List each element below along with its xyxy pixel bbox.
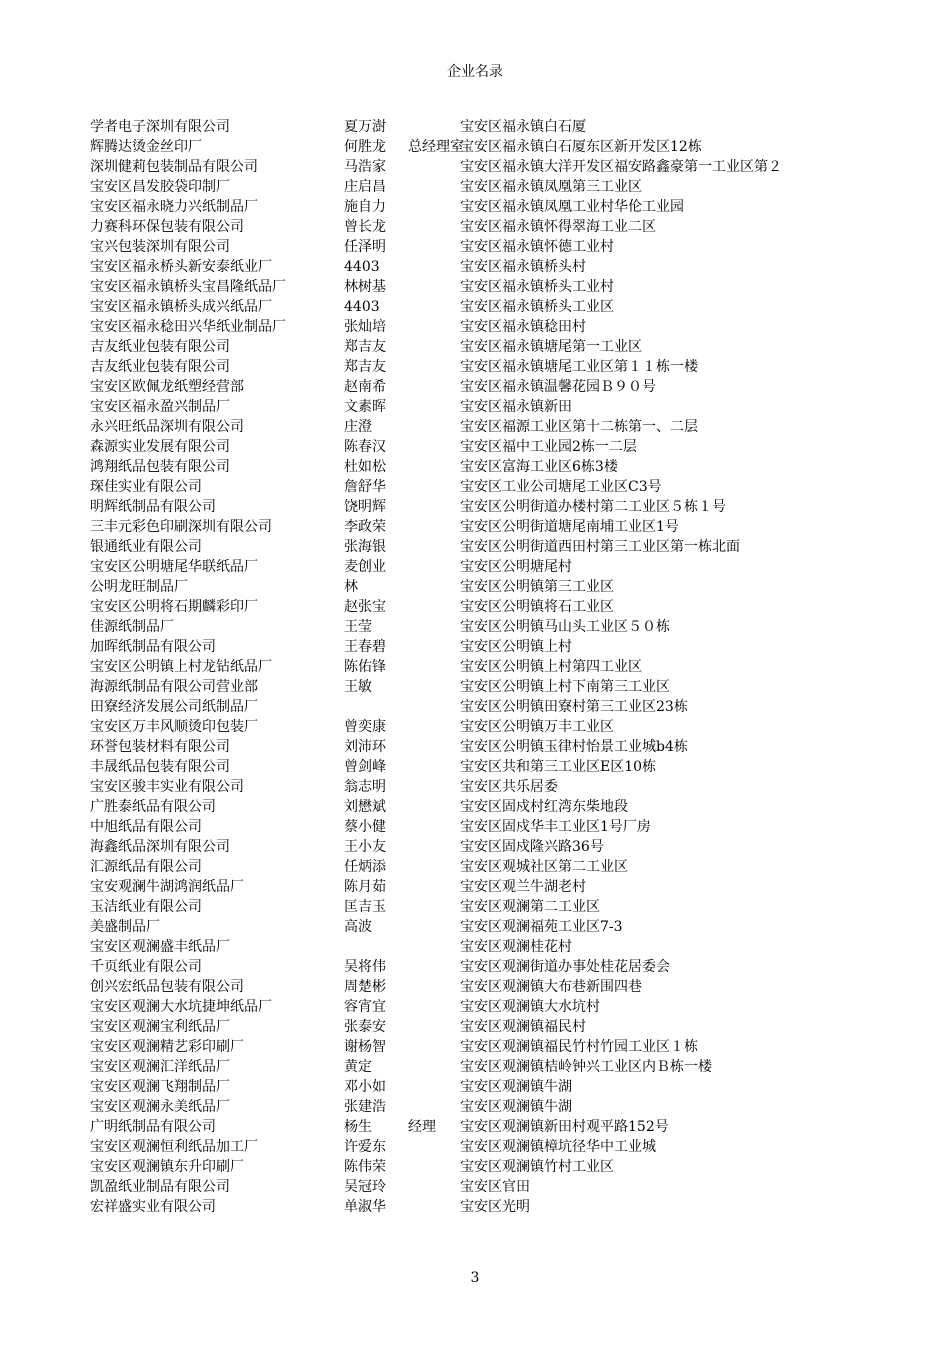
company-address: 宝安区光明 — [460, 1199, 530, 1215]
company-name: 宝安区公明将石期麟彩印厂 — [90, 599, 258, 615]
list-item — [90, 117, 940, 137]
company-name: 环誉包装材料有限公司 — [90, 739, 230, 755]
company-address: 宝安区工业公司塘尾工业区C3号 — [460, 479, 662, 495]
company-name: 千页纸业有限公司 — [90, 959, 202, 975]
list-item — [90, 1057, 940, 1077]
company-name: 玉洁纸业有限公司 — [90, 899, 202, 915]
list-item — [90, 1097, 940, 1117]
list-item — [90, 657, 940, 677]
company-address: 宝安区观澜镇竹村工业区 — [460, 1159, 614, 1175]
contact-person: 詹舒华 — [344, 479, 386, 495]
list-item — [90, 137, 940, 157]
list-item — [90, 797, 940, 817]
contact-person: 王敏 — [344, 679, 372, 695]
contact-person: 吴将伟 — [344, 959, 386, 975]
list-item — [90, 1017, 940, 1037]
company-name: 三丰元彩色印刷深圳有限公司 — [90, 519, 272, 535]
contact-person: 王小友 — [344, 839, 386, 855]
contact-person: 周楚彬 — [344, 979, 386, 995]
contact-person: 谢杨智 — [344, 1039, 386, 1055]
list-item — [90, 1077, 940, 1097]
list-item — [90, 237, 940, 257]
company-address: 宝安区公明街道西田村第三工业区第一栋北面 — [460, 539, 740, 555]
contact-person: 张海银 — [344, 539, 386, 555]
contact-person: 赵张宝 — [344, 599, 386, 615]
company-name: 永兴旺纸品深圳有限公司 — [90, 419, 244, 435]
contact-person: 陈佑锋 — [344, 659, 386, 675]
list-item — [90, 577, 940, 597]
list-item — [90, 317, 940, 337]
company-name: 森源实业发展有限公司 — [90, 439, 230, 455]
company-address: 宝安区观城社区第二工业区 — [460, 859, 628, 875]
list-item — [90, 717, 940, 737]
company-address: 宝安区公明镇上村 — [460, 639, 572, 655]
contact-person: 马浩家 — [344, 159, 386, 175]
company-address: 宝安区观澜镇大布巷新围四巷 — [460, 979, 642, 995]
contact-person: 吴冠玲 — [344, 1179, 386, 1195]
company-address: 宝安区福永镇大洋开发区福安路鑫豪第一工业区第２ — [460, 159, 782, 175]
company-address: 宝安区公明镇玉律村怡景工业城b4栋 — [460, 739, 688, 755]
company-address: 宝安区观澜镇福民竹村竹园工业区１栋 — [460, 1039, 698, 1055]
company-name: 宝安区公明镇上村龙钻纸品厂 — [90, 659, 272, 675]
company-name: 宝安区福永稔田兴华纸业制品厂 — [90, 319, 286, 335]
contact-person: 张泰安 — [344, 1019, 386, 1035]
company-name: 凯盈纸业制品有限公司 — [90, 1179, 230, 1195]
company-address: 宝安区观兰牛湖老村 — [460, 879, 586, 895]
company-address: 宝安区观澜桂花村 — [460, 939, 572, 955]
list-item — [90, 1037, 940, 1057]
list-item — [90, 337, 940, 357]
company-name: 宝安区万丰风顺烫印包装厂 — [90, 719, 258, 735]
company-address: 宝安区观澜镇大水坑村 — [460, 999, 600, 1015]
company-name: 吉友纸业包装有限公司 — [90, 359, 230, 375]
company-name: 加晖纸制品有限公司 — [90, 639, 216, 655]
company-name: 宝安区福永镇桥头宝昌隆纸品厂 — [90, 279, 286, 295]
company-address: 宝安区观澜镇樟坑径华中工业城 — [460, 1139, 656, 1155]
contact-person: 邓小如 — [344, 1079, 386, 1095]
contact-person: 郑吉友 — [344, 359, 386, 375]
company-name: 辉腾达烫金丝印厂 — [90, 139, 202, 155]
list-item — [90, 217, 940, 237]
company-address: 宝安区观澜镇福民村 — [460, 1019, 586, 1035]
contact-person: 张建浩 — [344, 1099, 386, 1115]
company-address: 宝安区福永镇怀得翠海工业二区 — [460, 219, 656, 235]
list-item — [90, 617, 940, 637]
list-item — [90, 997, 940, 1017]
contact-person: 林树基 — [344, 279, 386, 295]
contact-person: 曾奕康 — [344, 719, 386, 735]
company-address: 宝安区公明街道塘尾南埔工业区1号 — [460, 519, 679, 535]
contact-person: 庄澄 — [344, 419, 372, 435]
list-item — [90, 957, 940, 977]
company-name: 宝安区观澜盛丰纸品厂 — [90, 939, 230, 955]
company-name: 宝安观澜牛湖鸿润纸品厂 — [90, 879, 244, 895]
company-name: 宝安区观澜飞翔制品厂 — [90, 1079, 230, 1095]
list-item — [90, 697, 940, 717]
contact-person: 施自力 — [344, 199, 386, 215]
company-address: 宝安区公明镇马山头工业区５０栋 — [460, 619, 670, 635]
list-item — [90, 597, 940, 617]
company-address: 宝安区观澜镇新田村观平路152号 — [460, 1119, 669, 1135]
company-name: 深圳健莉包装制品有限公司 — [90, 159, 258, 175]
list-item — [90, 937, 940, 957]
company-name: 宝安区骏丰实业有限公司 — [90, 779, 244, 795]
contact-person: 4403 — [344, 299, 380, 315]
company-name: 汇源纸品有限公司 — [90, 859, 202, 875]
company-address: 宝安区福永镇怀德工业村 — [460, 239, 614, 255]
company-name: 宝安区观澜恒利纸品加工厂 — [90, 1139, 258, 1155]
list-item — [90, 837, 940, 857]
company-address: 宝安区福永镇白石厦东区新开发区12栋 — [460, 139, 702, 155]
contact-person: 任泽明 — [344, 239, 386, 255]
list-item — [90, 277, 940, 297]
contact-person: 李政荣 — [344, 519, 386, 535]
contact-title: 经理 — [408, 1119, 436, 1135]
list-item — [90, 757, 940, 777]
company-name: 学者电子深圳有限公司 — [90, 119, 230, 135]
directory-list — [90, 117, 940, 1217]
company-name: 宝安区观澜汇洋纸品厂 — [90, 1059, 230, 1075]
company-address: 宝安区公明镇将石工业区 — [460, 599, 614, 615]
list-item — [90, 1197, 940, 1217]
list-item — [90, 1177, 940, 1197]
company-address: 宝安区福永镇桥头村 — [460, 259, 586, 275]
company-name: 宝安区福永桥头新安泰纸业厂 — [90, 259, 272, 275]
contact-person: 林 — [344, 579, 358, 595]
contact-person: 蔡小健 — [344, 819, 386, 835]
company-name: 宝安区观澜大水坑捷坤纸品厂 — [90, 999, 272, 1015]
company-name: 创兴宏纸品包装有限公司 — [90, 979, 244, 995]
company-address: 宝安区福永镇新田 — [460, 399, 572, 415]
company-name: 宏祥盛实业有限公司 — [90, 1199, 216, 1215]
company-name: 海鑫纸品深圳有限公司 — [90, 839, 230, 855]
company-address: 宝安区公明街道办楼村第二工业区５栋１号 — [460, 499, 726, 515]
contact-person: 何胜龙 — [344, 139, 386, 155]
company-name: 宝安区观澜镇东升印刷厂 — [90, 1159, 244, 1175]
contact-person: 王春碧 — [344, 639, 386, 655]
company-address: 宝安区福中工业园2栋一二层 — [460, 439, 637, 455]
company-address: 宝安区观澜镇牛湖 — [460, 1099, 572, 1115]
contact-person: 杨生 — [344, 1119, 372, 1135]
contact-person: 王莹 — [344, 619, 372, 635]
list-item — [90, 437, 940, 457]
contact-person: 匡吉玉 — [344, 899, 386, 915]
company-address: 宝安区观澜镇牛湖 — [460, 1079, 572, 1095]
company-address: 宝安区福永镇白石厦 — [460, 119, 586, 135]
list-item — [90, 977, 940, 997]
company-name: 公明龙旺制品厂 — [90, 579, 188, 595]
list-item — [90, 197, 940, 217]
company-name: 宝安区昌发胶袋印制厂 — [90, 179, 230, 195]
company-name: 宝安区福永镇桥头成兴纸品厂 — [90, 299, 272, 315]
company-name: 宝安区观澜宝利纸品厂 — [90, 1019, 230, 1035]
company-address: 宝安区观澜福苑工业区7-3 — [460, 919, 623, 935]
company-name: 银通纸业有限公司 — [90, 539, 202, 555]
company-address: 宝安区公明镇田寮村第三工业区23栋 — [460, 699, 688, 715]
company-name: 丰晟纸品包装有限公司 — [90, 759, 230, 775]
list-item — [90, 397, 940, 417]
page-number: 3 — [470, 1270, 480, 1286]
company-name: 田寮经济发展公司纸制品厂 — [90, 699, 258, 715]
company-address: 宝安区富海工业区6栋3楼 — [460, 459, 618, 475]
company-name: 广明纸制品有限公司 — [90, 1119, 216, 1135]
company-name: 宝安区公明塘尾华联纸品厂 — [90, 559, 258, 575]
company-address: 宝安区福永镇桥头工业村 — [460, 279, 614, 295]
list-item — [90, 677, 940, 697]
list-item — [90, 1137, 940, 1157]
contact-title: 总经理室 — [408, 139, 464, 155]
company-address: 宝安区公明塘尾村 — [460, 559, 572, 575]
contact-person: 4403 — [344, 259, 380, 275]
company-address: 宝安区福源工业区第十二栋第一、二层 — [460, 419, 698, 435]
list-item — [90, 517, 940, 537]
list-item — [90, 877, 940, 897]
company-address: 宝安区固戍华丰工业区1号厂房 — [460, 819, 651, 835]
list-item — [90, 557, 940, 577]
list-item — [90, 857, 940, 877]
list-item — [90, 1157, 940, 1177]
contact-person: 郑吉友 — [344, 339, 386, 355]
list-item — [90, 457, 940, 477]
company-name: 海源纸制品有限公司营业部 — [90, 679, 258, 695]
company-address: 宝安区公明镇第三工业区 — [460, 579, 614, 595]
list-item — [90, 157, 940, 177]
list-item — [90, 637, 940, 657]
company-name: 广胜泰纸品有限公司 — [90, 799, 216, 815]
list-item — [90, 737, 940, 757]
list-item — [90, 917, 940, 937]
list-item — [90, 537, 940, 557]
contact-person: 任炳添 — [344, 859, 386, 875]
company-name: 宝安区欧佩龙纸塑经营部 — [90, 379, 244, 395]
contact-person: 陈月茹 — [344, 879, 386, 895]
contact-person: 夏万澍 — [344, 119, 386, 135]
company-address: 宝安区福永镇凤凰工业村华伦工业园 — [460, 199, 684, 215]
list-item — [90, 377, 940, 397]
company-name: 宝安区观澜精艺彩印刷厂 — [90, 1039, 244, 1055]
contact-person: 曾剑峰 — [344, 759, 386, 775]
list-item — [90, 297, 940, 317]
company-name: 宝安区观澜永美纸品厂 — [90, 1099, 230, 1115]
contact-person: 刘沛环 — [344, 739, 386, 755]
list-item — [90, 1117, 940, 1137]
contact-person: 许爱东 — [344, 1139, 386, 1155]
company-address: 宝安区公明镇上村下南第三工业区 — [460, 679, 670, 695]
list-item — [90, 477, 940, 497]
contact-person: 庄启昌 — [344, 179, 386, 195]
company-name: 鸿翔纸品包装有限公司 — [90, 459, 230, 475]
company-name: 宝安区福永盈兴制品厂 — [90, 399, 230, 415]
company-address: 宝安区福永镇塘尾工业区第１１栋一楼 — [460, 359, 698, 375]
company-name: 佳源纸制品厂 — [90, 619, 174, 635]
company-address: 宝安区共和第三工业区E区10栋 — [460, 759, 657, 775]
company-address: 宝安区福永镇温馨花园Ｂ９０号 — [460, 379, 656, 395]
list-item — [90, 257, 940, 277]
contact-person: 麦创业 — [344, 559, 386, 575]
contact-person: 高波 — [344, 919, 372, 935]
company-address: 宝安区固戍村红湾东柴地段 — [460, 799, 628, 815]
page-title: 企业名录 — [447, 64, 503, 80]
company-address: 宝安区福永镇稔田村 — [460, 319, 586, 335]
company-address: 宝安区官田 — [460, 1179, 530, 1195]
list-item — [90, 817, 940, 837]
company-name: 宝兴包装深圳有限公司 — [90, 239, 230, 255]
contact-person: 陈春汉 — [344, 439, 386, 455]
company-name: 吉友纸业包装有限公司 — [90, 339, 230, 355]
company-address: 宝安区固戍隆兴路36号 — [460, 839, 604, 855]
list-item — [90, 777, 940, 797]
contact-person: 饶明辉 — [344, 499, 386, 515]
list-item — [90, 177, 940, 197]
company-address: 宝安区观澜镇桔岭钟兴工业区内Ｂ栋一楼 — [460, 1059, 712, 1075]
company-name: 明辉纸制品有限公司 — [90, 499, 216, 515]
company-name: 力赛科环保包装有限公司 — [90, 219, 244, 235]
contact-person: 黄定 — [344, 1059, 372, 1075]
contact-person: 曾长龙 — [344, 219, 386, 235]
company-address: 宝安区公明镇上村第四工业区 — [460, 659, 642, 675]
company-address: 宝安区观澜街道办事处桂花居委会 — [460, 959, 670, 975]
contact-person: 赵南希 — [344, 379, 386, 395]
contact-person: 文素晖 — [344, 399, 386, 415]
contact-person: 翁志明 — [344, 779, 386, 795]
company-address: 宝安区观澜第二工业区 — [460, 899, 600, 915]
contact-person: 张灿培 — [344, 319, 386, 335]
company-address: 宝安区福永镇桥头工业区 — [460, 299, 614, 315]
list-item — [90, 897, 940, 917]
contact-person: 陈伟荣 — [344, 1159, 386, 1175]
company-name: 美盛制品厂 — [90, 919, 160, 935]
contact-person: 杜如松 — [344, 459, 386, 475]
contact-person: 单淑华 — [344, 1199, 386, 1215]
company-name: 琛佳实业有限公司 — [90, 479, 202, 495]
company-address: 宝安区共乐居委 — [460, 779, 558, 795]
company-name: 中旭纸品有限公司 — [90, 819, 202, 835]
list-item — [90, 497, 940, 517]
contact-person: 刘懋斌 — [344, 799, 386, 815]
contact-person: 容宵宜 — [344, 999, 386, 1015]
company-address: 宝安区公明镇万丰工业区 — [460, 719, 614, 735]
company-address: 宝安区福永镇凤凰第三工业区 — [460, 179, 642, 195]
list-item — [90, 417, 940, 437]
list-item — [90, 357, 940, 377]
company-name: 宝安区福永晓力兴纸制品厂 — [90, 199, 258, 215]
company-address: 宝安区福永镇塘尾第一工业区 — [460, 339, 642, 355]
